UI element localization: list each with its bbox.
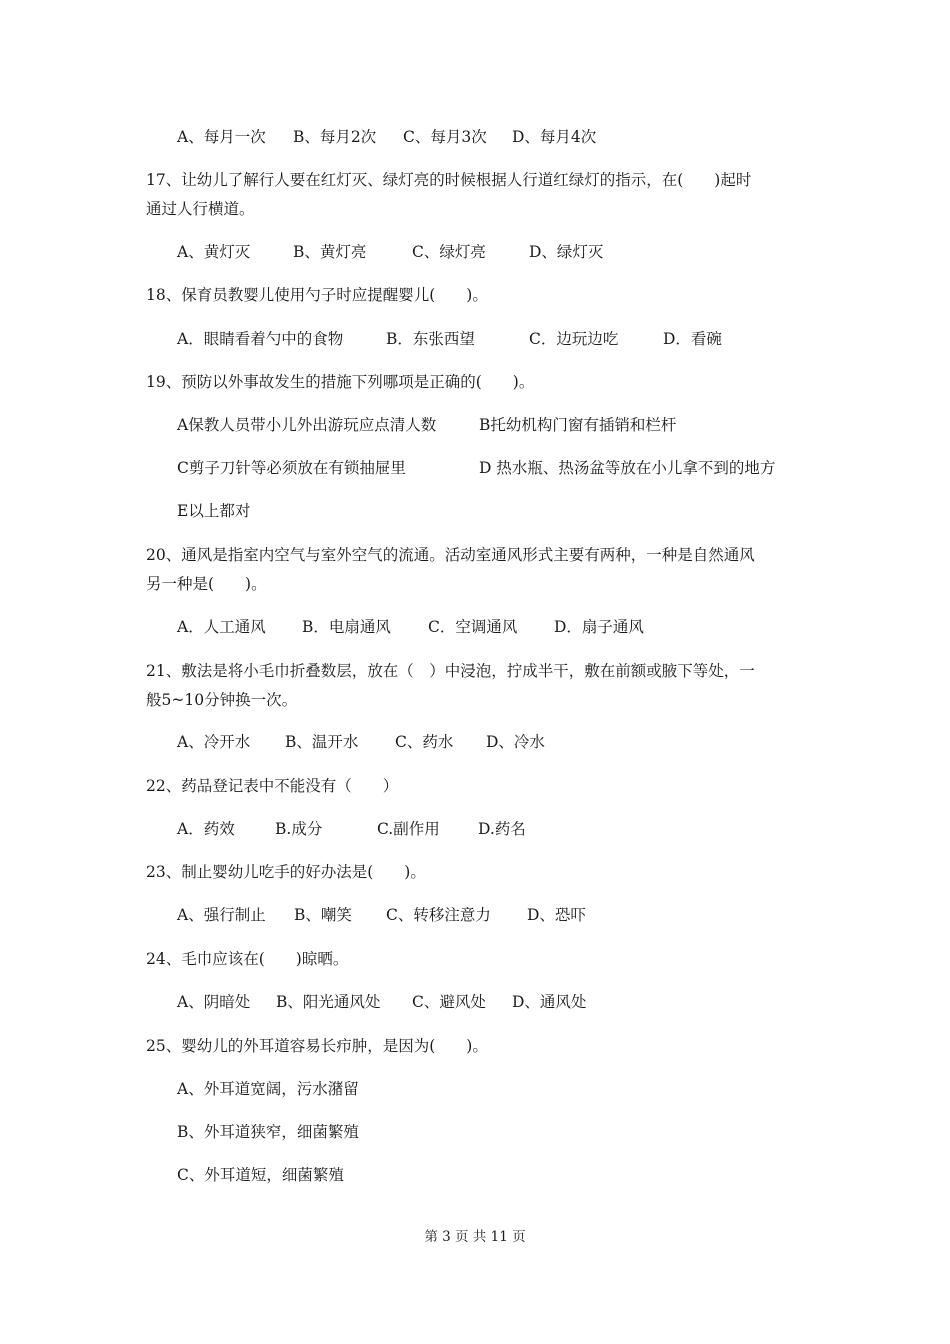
q22-text: 22、药品登记表中不能没有（ ）	[146, 777, 399, 795]
q19-text: 19、预防以外事故发生的措施下列哪项是正确的( )。	[146, 373, 535, 391]
q24-option-b: B、阳光通风处	[276, 993, 381, 1011]
q17-text-line1: 17、让幼儿了解行人要在红灯灭、绿灯亮的时候根据人行道红绿灯的指示，在( )起时	[146, 171, 752, 189]
q17-option-b: B、黄灯亮	[293, 243, 367, 261]
q24-option-d: D、通风处	[512, 993, 587, 1011]
q19-option-e: E以上都对	[177, 502, 251, 520]
q23-option-c: C、转移注意力	[386, 906, 491, 924]
q21-option-d: D、冷水	[486, 733, 545, 751]
q24-text: 24、毛巾应该在( )晾晒。	[146, 950, 349, 968]
q24-option-c: C、避风处	[412, 993, 486, 1011]
q18-option-b: B．东张西望	[386, 330, 475, 348]
q20-text-line2: 另一种是( )。	[146, 575, 267, 593]
q21-option-a: A、冷开水	[177, 733, 251, 751]
q19-option-c: C剪子刀针等必须放在有锁抽屉里	[177, 459, 406, 477]
q20-option-c: C．空调通风	[428, 618, 518, 636]
q20-text-line1: 20、通风是指室内空气与室外空气的流通。活动室通风形式主要有两种，一种是自然通风	[146, 546, 755, 564]
q16-option-c: C、每月3次	[403, 128, 487, 146]
q21-text-line1: 21、敷法是将小毛巾折叠数层，放在（ ）中浸泡，拧成半干，敷在前额或腋下等处，一	[146, 662, 755, 680]
q23-option-d: D、恐吓	[527, 906, 586, 924]
q18-option-a: A．眼睛看着勺中的食物	[177, 330, 344, 348]
q22-option-d: D.药名	[478, 820, 526, 838]
q25-option-b: B、外耳道狭窄，细菌繁殖	[177, 1123, 359, 1141]
q22-option-b: B.成分	[275, 820, 323, 838]
q16-option-d: D、每月4次	[512, 128, 597, 146]
q16-option-b: B、每月2次	[293, 128, 377, 146]
q18-text: 18、保育员教婴儿使用勺子时应提醒婴儿( )。	[146, 286, 488, 304]
q16-option-a: A、每月一次	[177, 128, 266, 146]
q17-text-line2: 通过人行横道。	[146, 200, 255, 218]
q19-option-b: B托幼机构门窗有插销和栏杆	[479, 416, 677, 434]
q17-option-a: A、黄灯灭	[177, 243, 251, 261]
page-number-footer: 第 3 页 共 11 页	[424, 1229, 526, 1245]
q17-option-d: D、绿灯灭	[529, 243, 604, 261]
q21-option-b: B、温开水	[285, 733, 359, 751]
q19-option-d: D 热水瓶、热汤盆等放在小儿拿不到的地方	[479, 459, 776, 477]
q20-option-a: A．人工通风	[177, 618, 266, 636]
q21-text-line2: 般5~10分钟换一次。	[146, 691, 298, 709]
q23-option-b: B、嘲笑	[294, 906, 352, 924]
q20-option-d: D．扇子通风	[554, 618, 644, 636]
q21-option-c: C、药水	[395, 733, 454, 751]
q19-option-a: A保教人员带小儿外出游玩应点清人数	[177, 416, 437, 434]
q24-option-a: A、阴暗处	[177, 993, 251, 1011]
q23-option-a: A、强行制止	[177, 906, 266, 924]
q25-option-a: A、外耳道宽阔，污水潴留	[177, 1080, 359, 1098]
q18-option-d: D．看碗	[663, 330, 722, 348]
q23-text: 23、制止婴幼儿吃手的好办法是( )。	[146, 863, 426, 881]
q25-text: 25、婴幼儿的外耳道容易长疖肿，是因为( )。	[146, 1037, 488, 1055]
q22-option-a: A．药效	[177, 820, 235, 838]
q17-option-c: C、绿灯亮	[412, 243, 486, 261]
q22-option-c: C.副作用	[377, 820, 440, 838]
q25-option-c: C、外耳道短，细菌繁殖	[177, 1166, 344, 1184]
q20-option-b: B．电扇通风	[302, 618, 391, 636]
q18-option-c: C．边玩边吃	[529, 330, 619, 348]
